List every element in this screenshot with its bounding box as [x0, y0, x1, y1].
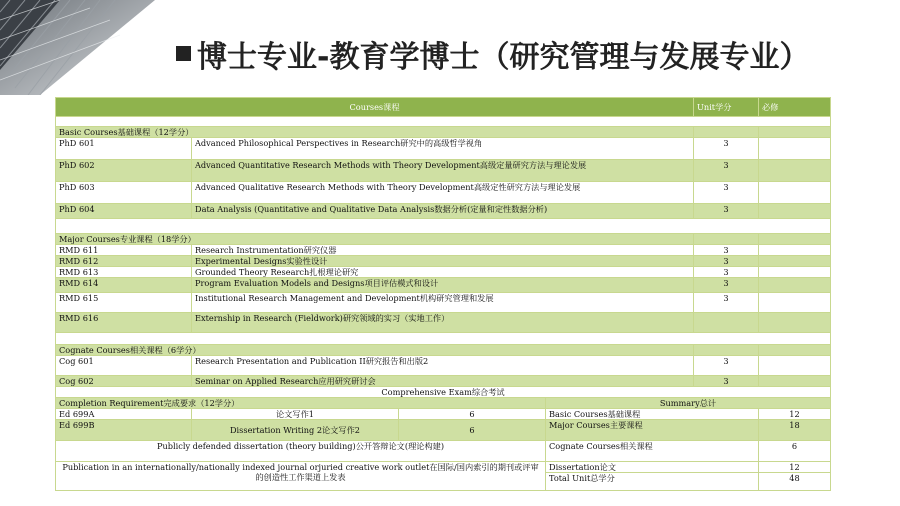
building-photo [0, 0, 155, 95]
header-required: 必修 [759, 98, 831, 117]
summary-value: 48 [759, 473, 831, 491]
table-row [56, 138, 831, 160]
defended-dissertation: Publicly defended dissertation (theory building)公开答辩论文(理论构建) [56, 441, 546, 462]
course-name: Experimental Designs实验性设计 [192, 256, 694, 267]
publication-requirement: Publication in an internationally/nationally indexed journal orjuried creative work outlet在国际/国内索引的期刊或评审的创造性工作渠道上发表 [56, 462, 546, 491]
course-unit: 6 [399, 420, 546, 441]
section-header [56, 234, 831, 245]
course-unit: 3 [694, 256, 759, 267]
curriculum-table [55, 97, 831, 491]
course-name: Advanced Quantitative Research Methods with Theory Development高级定量研究方法与理论发展 [192, 160, 694, 182]
course-name: Program Evaluation Models and Designs项目评估模式和设计 [192, 278, 694, 293]
summary-label: Total Unit总学分 [546, 473, 759, 491]
course-unit: 3 [694, 138, 759, 160]
course-code: RMD 613 [56, 267, 192, 278]
course-code: RMD 616 [56, 313, 192, 333]
table-row [56, 441, 831, 462]
section-title: Cognate Courses相关课程（6学分） [56, 345, 694, 356]
summary-title: Summary总计 [546, 398, 831, 409]
page-title-text: 博士专业-教育学博士（研究管理与发展专业） [197, 40, 810, 75]
course-name: Advanced Qualitative Research Methods with Theory Development高级定性研究方法与理论发展 [192, 182, 694, 204]
spacer-row [56, 117, 831, 127]
spacer-row [56, 333, 831, 345]
header-unit: Unit学分 [694, 98, 759, 117]
summary-value: 18 [759, 420, 831, 441]
header-courses: Courses课程 [56, 98, 694, 117]
course-name: 论文写作1 [192, 409, 399, 420]
table-row [56, 245, 831, 256]
table-row [56, 182, 831, 204]
course-unit: 3 [694, 278, 759, 293]
course-name: Dissertation Writing 2论文写作2 [192, 420, 399, 441]
table-row [56, 420, 831, 441]
course-code: PhD 604 [56, 204, 192, 219]
table-row [56, 356, 831, 376]
course-name: Grounded Theory Research扎根理论研究 [192, 267, 694, 278]
section-header [56, 398, 831, 409]
comprehensive-exam: Comprehensive Exam综合考试 [56, 387, 831, 398]
section-title: Basic Courses基础课程（12学分） [56, 127, 694, 138]
course-unit: 3 [694, 356, 759, 376]
course-name: Research Presentation and Publication II研究报告和出版2 [192, 356, 694, 376]
table-row [56, 256, 831, 267]
section-title: Completion Requirement完成要求（12学分） [56, 398, 546, 409]
course-unit: 3 [694, 376, 759, 387]
table-row [56, 267, 831, 278]
course-name: Externship in Research (Fieldwork)研究领域的实习（实地工作） [192, 313, 694, 333]
summary-value: 12 [759, 462, 831, 473]
course-code: Ed 699A [56, 409, 192, 420]
course-unit: 3 [694, 160, 759, 182]
course-name: Institutional Research Management and Development机构研究管理和发展 [192, 293, 694, 313]
course-code: Cog 602 [56, 376, 192, 387]
summary-label: Dissertation论文 [546, 462, 759, 473]
table-row [56, 409, 831, 420]
course-name: Seminar on Applied Research应用研究研讨会 [192, 376, 694, 387]
table-row [56, 278, 831, 293]
course-code: Cog 601 [56, 356, 192, 376]
course-name: Advanced Philosophical Perspectives in Research研究中的高级哲学视角 [192, 138, 694, 160]
spacer-row [56, 219, 831, 234]
course-unit: 3 [694, 267, 759, 278]
course-code: RMD 612 [56, 256, 192, 267]
summary-value: 12 [759, 409, 831, 420]
table-row [56, 313, 831, 333]
course-name: Data Analysis (Quantitative and Qualitative Data Analysis数据分析(定量和定性数据分析) [192, 204, 694, 219]
table-row [56, 160, 831, 182]
comprehensive-exam-row [56, 387, 831, 398]
section-header [56, 127, 831, 138]
course-code: Ed 699B [56, 420, 192, 441]
table-row [56, 293, 831, 313]
course-unit: 3 [694, 182, 759, 204]
course-code: RMD 614 [56, 278, 192, 293]
course-unit: 6 [399, 409, 546, 420]
section-title: Major Courses专业课程（18学分） [56, 234, 694, 245]
summary-label: Basic Courses基础课程 [546, 409, 759, 420]
course-unit: 3 [694, 293, 759, 313]
course-code: RMD 611 [56, 245, 192, 256]
table-row [56, 462, 831, 473]
table-row [56, 376, 831, 387]
summary-label: Cognate Courses相关课程 [546, 441, 759, 462]
course-name: Research Instrumentation研究仪器 [192, 245, 694, 256]
bullet-square-icon [176, 46, 191, 61]
summary-label: Major Courses主要课程 [546, 420, 759, 441]
course-code: RMD 615 [56, 293, 192, 313]
table-row [56, 204, 831, 219]
course-unit: 3 [694, 204, 759, 219]
section-header [56, 345, 831, 356]
course-code: PhD 602 [56, 160, 192, 182]
course-unit: 3 [694, 245, 759, 256]
course-unit [694, 313, 759, 333]
page-title [176, 32, 809, 76]
summary-value: 6 [759, 441, 831, 462]
course-code: PhD 603 [56, 182, 192, 204]
table-header [56, 98, 831, 117]
course-code: PhD 601 [56, 138, 192, 160]
